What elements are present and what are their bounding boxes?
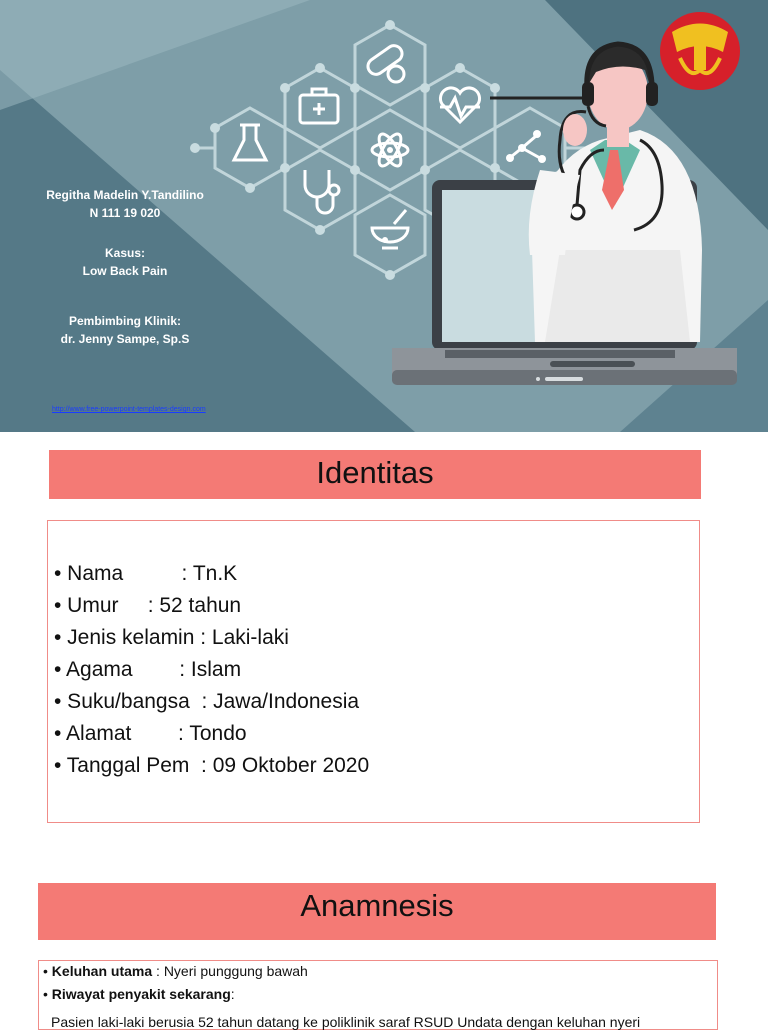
supervisor-block xyxy=(20,312,230,348)
list-item: • Suku/bangsa : Jawa/Indonesia xyxy=(54,690,360,713)
anamnesis-title: Anamnesis xyxy=(38,883,716,940)
list-item: • Alamat : Tondo xyxy=(54,722,247,745)
keluhan-label: Keluhan utama xyxy=(51,963,153,979)
cover-slide xyxy=(0,0,768,432)
identitas-box xyxy=(47,520,700,823)
keluhan-value: : Nyeri punggung bawah xyxy=(152,963,308,979)
keluhan-row: • Keluhan utama : Nyeri punggung bawah xyxy=(43,963,308,979)
riwayat-suffix: : xyxy=(230,986,235,1002)
identitas-title: Identitas xyxy=(49,450,701,499)
anamnesis-text: Pasien laki-laki berusia 52 tahun datang ke poliklinik saraf RSUD Undata dengan keluhan nyeri xyxy=(51,1014,641,1030)
supervisor-label: Pembimbing Klinik: xyxy=(68,314,181,328)
anamnesis-box xyxy=(38,960,718,1030)
university-logo xyxy=(660,12,740,90)
riwayat-label: Riwayat penyakit sekarang xyxy=(51,986,231,1002)
author-nim: N 111 19 020 xyxy=(89,206,161,220)
list-item: • Umur : 52 tahun xyxy=(54,594,242,617)
author-name: Regitha Madelin Y.Tandilino xyxy=(46,188,204,202)
case-block xyxy=(20,244,230,280)
supervisor-value: dr. Jenny Sampe, Sp.S xyxy=(60,332,190,346)
author-block xyxy=(20,186,230,222)
riwayat-row: • Riwayat penyakit sekarang: xyxy=(43,986,235,1002)
identitas-list xyxy=(54,558,369,782)
list-item: • Tanggal Pem : 09 Oktober 2020 xyxy=(54,754,370,777)
list-item: • Jenis kelamin : Laki-laki xyxy=(54,626,289,649)
case-label: Kasus: xyxy=(104,246,145,260)
list-item: • Nama : Tn.K xyxy=(54,562,238,585)
template-link[interactable]: http://www.free-powerpoint-templates-design.com xyxy=(52,406,206,413)
list-item: • Agama : Islam xyxy=(54,658,242,681)
case-value: Low Back Pain xyxy=(82,264,168,278)
